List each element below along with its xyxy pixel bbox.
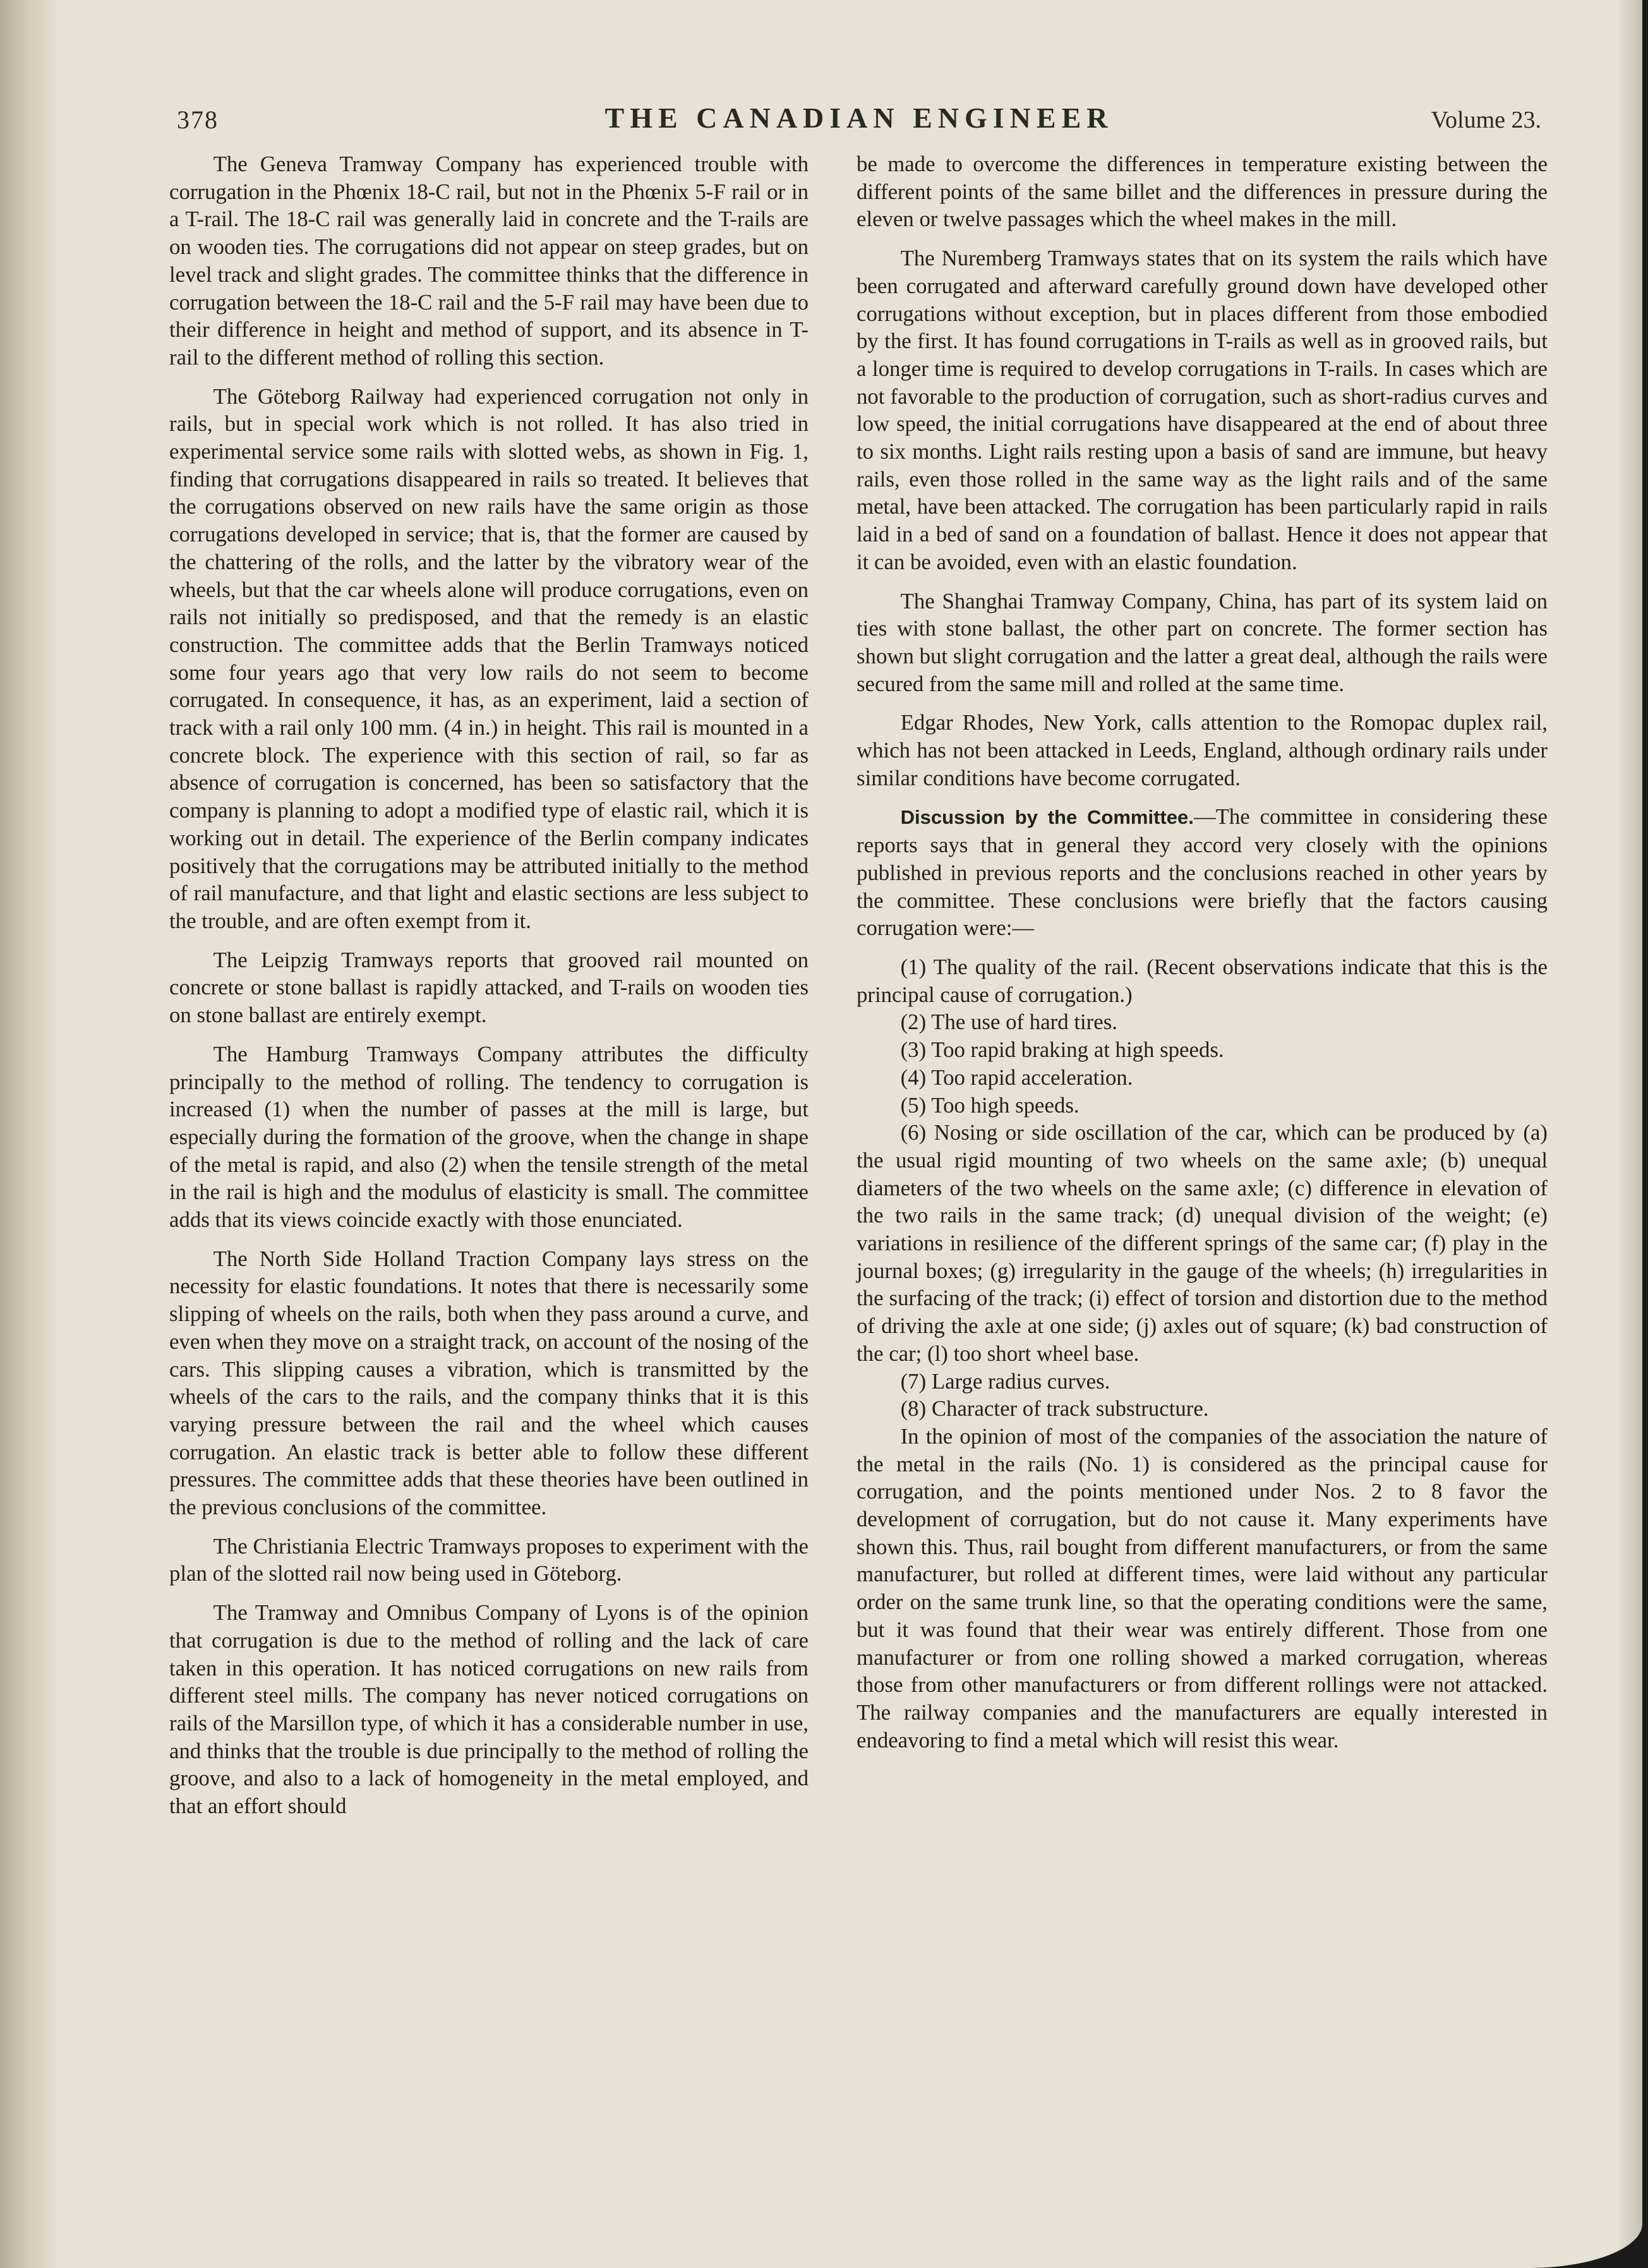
page-edge-shadow [1617,0,1642,2268]
paragraph-christiania: The Christiania Electric Tramways proposes to experiment with the plan of the slotted rail now being used in Göteborg. [169,1533,809,1586]
factor-item: (2) The use of hard tires. [900,1010,1117,1035]
paragraph-geneva: The Geneva Tramway Company has experienced trouble with corrugation in the Phœnix 18-C rail, but not in the Phœnix 5-F rail or in a T-rail. The 18-C rail was generally laid in concrete and the T-rails are on wooden ties. The corrugations did not appear on steep grades, but on level track and slight grades. The committee thinks that the difference in corrugation between the 18-C rail and the 5-F rail may have been due to their difference in height and method of support, and its absence in T-rail to the different method of rolling this section. [169,152,809,370]
paragraph-north-side-holland: The North Side Holland Traction Company lays stress on the necessity for elastic foundations. It notes that there is necessarily some slipping of wheels on the rails, both when they pass around a curve, and even when they move on a straight track, on account of the nosing of the cars. This slipping causes a vibration, which is transmitted by the wheels of the cars to the rails, and the company thinks that it is this varying pressure between the rail and the wheel which causes corrugation. An elastic track is better able to follow these different pressures. The committee adds that these theories have been outlined in the previous conclusions of the committee. [169,1246,809,1520]
right-column [857,150,1548,1765]
left-column [169,150,809,1831]
paragraph-hamburg: The Hamburg Tramways Company attributes the difficulty principally to the method of rolling. The tendency to corrugation is increased (1) when the number of passes at the mill is large, but especially during the formation of the groove, when the change in shape of the metal is rapid, and also (2) when the tensile strength of the metal in the rail is high and the modulus of elasticity is small. The committee adds that its views coincide exactly with those enunciated. [169,1041,809,1233]
volume-number: Volume 23. [1431,107,1541,133]
paragraph-nuremberg: The Nuremberg Tramways states that on its system the rails which have been corrugated and afterward carefully ground down have developed other corrugations without exception, but in places different from those embodied by the first. It has found corrugations in T-rails as well as in grooved rails, but a longer time is required to develop corrugations in T-rails. In cases which are not favorable to the production of corrugation, such as short-radius curves and low speed, the initial corrugations have disappeared at the end of about three to six months. Light rails resting upon a basis of sand are immune, but heavy rails, even those rolled in the same way as the light rails and of the same metal, have been attacked. The corrugation has been particularly rapid in rails laid in a bed of sand on a foundation of ballast. Hence it does not appear that it can be avoided, even with an elastic foundation. [857,246,1548,574]
page-number: 378 [177,106,219,134]
paragraph-conclusion: In the opinion of most of the companies of the association the nature of the metal in the rails (No. 1) is considered as the principal cause for corrugation, and the points mentioned under Nos. 2 to 8 favor the development of corrugation, but do not cause it. Many experiments have shown this. Thus, rail bought from different manufacturers, or from the same manufacturer, but rolled at different times, were laid without any particular order on the same trunk line, so that the operating conditions were the same, but it was found that their wear was entirely different. Those from one manufacturer or from one rolling showed a marked corrugation, whereas those from other manufacturers or from different rollings were not attacked. The railway companies and the manufacturers are equally interested in endeavoring to find a metal which will resist this wear. [857,1423,1548,1752]
paragraph-goteborg: The Göteborg Railway had experienced corrugation not only in rails, but in special work which is not rolled. It has also tried in experimental service some rails with slotted webs, as shown in Fig. 1, finding that corrugations disappeared in rails so treated. It believes that the corrugations observed on new rails have the same origin as those corrugations developed in service; that is, that the former are caused by the chattering of the rolls, and the latter by the vibratory wear of the wheels, but that the car wheels alone will produce corrugations, even on rails not initially so predisposed, and that the remedy is an elastic construction. The committee adds that the Berlin Tramways noticed some four years ago that very low rails do not seem to become corrugated. In consequence, it has, as an experiment, laid a section of track with a rail only 100 mm. (4 in.) in height. This rail is mounted in a concrete block. The experience with this section of rail, so far as absence of corrugation is concerned, has been so satisfactory that the company is planning to adopt a modified type of elastic rail, which it is working out in detail. The experience of the Berlin company indicates positively that the corrugations may be attributed initially to the method of rail manufacture, and that light and elastic sections are less subject to the trouble, and are often exempt from it. [169,383,809,933]
factor-item: (7) Large radius curves. [900,1368,1110,1394]
paragraph-lyons-continued: be made to overcome the differences in temperature existing between the different points of the same billet and the differences in pressure during the eleven or twelve passages which the wheel makes in the mill. [857,152,1548,232]
paragraph-leipzig: The Leipzig Tramways reports that grooved rail mounted on concrete or stone ballast is rapidly attacked, and T-rails on wooden ties on stone ballast are entirely exempt. [169,947,809,1028]
page-binding-gutter [0,0,58,2268]
factor-item: (3) Too rapid braking at high speeds. [900,1037,1224,1063]
factor-item: (5) Too high speeds. [900,1092,1080,1118]
discussion-heading: Discussion by the Committee. [900,806,1194,829]
factor-item: (6) Nosing or side oscillation of the car, which can be produced by (a) the usual rigid mounting of two wheels on the same axle; (b) unequal diameters of the two wheels on the same axle; (c) difference in elevation of the two rails in the same track; (d) unequal division of the weight; (e) variations in resilience of the different springs of the same car; (f) play in the journal boxes; (g) irregularity in the gauge of the wheels; (h) irregularities in the surfacing of the track; (i) effect of torsion and distortion due to the method of driving the axle at one side; (j) axles out of square; (k) bad construction of the car; (l) too short wheel base. [857,1120,1548,1366]
paragraph-discussion [857,803,1548,942]
paragraph-shanghai: The Shanghai Tramway Company, China, has part of its system laid on ties with stone ballast, the other part on concrete. The former section has shown but slight corrugation and the latter a great deal, although the rails were secured from the same mill and rolled at the same time. [857,588,1548,696]
factor-item: (4) Too rapid acceleration. [900,1065,1133,1090]
factor-item: (8) Character of track substructure. [900,1396,1209,1421]
paragraph-rhodes: Edgar Rhodes, New York, calls attention to the Romopac duplex rail, which has not been attacked in Leeds, England, although ordinary rails under similar conditions have become corrugated. [857,710,1548,790]
factor-item: (1) The quality of the rail. (Recent observations indicate that this is the principal cause of corrugation.) [857,954,1548,1007]
running-header [177,101,1541,145]
discussion-text: —The committee in considering these reports says that in general they accord very closely with the opinions published in previous reports and the conclusions reached in other years by the committee. These conclusions were briefly that the factors causing corrugation were:— [857,804,1548,941]
journal-title: THE CANADIAN ENGINEER [604,102,1114,134]
paragraph-lyons: The Tramway and Omnibus Company of Lyons is of the opinion that corrugation is due to the method of rolling and the lack of care taken in this operation. It has noticed corrugations on new rails from different steel mills. The company has never noticed corrugations on rails of the Marsillon type, of which it has a considerable number in use, and thinks that the trouble is due principally to the method of rolling the groove, and also to a lack of homogeneity in the metal employed, and that an effort should [169,1600,809,1819]
